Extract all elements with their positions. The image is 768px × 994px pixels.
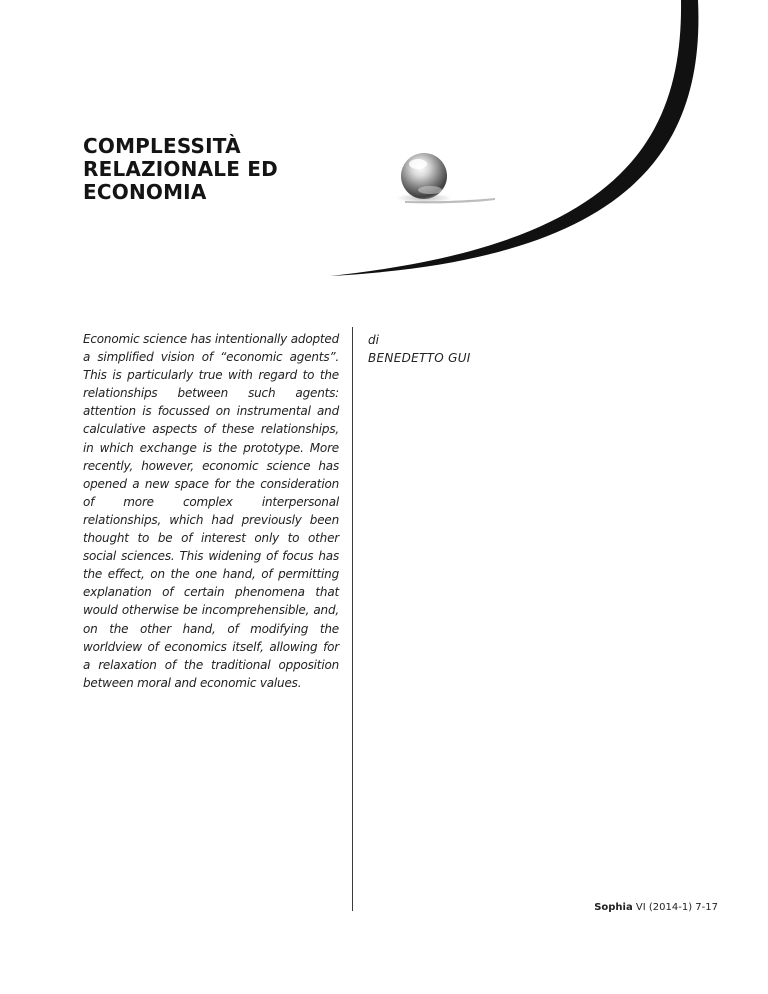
byline <box>368 331 471 367</box>
author-name: BENEDETTO GUI <box>368 351 471 365</box>
title-line: RELAZIONALE ED <box>83 157 278 181</box>
byline-prefix: di <box>368 333 379 347</box>
abstract-text: Economic science has intentionally adopted a simplified vision of “economic agents”. This is particularly true with regard to the relationships between such agents: attention is focussed on instrumental and calculative aspects of these relationships, in which exchange is the prototype. More recently, however, economic science has opened a new space for the consideration of more complex interpersonal relationships, which had previously been thought to be of interest only to other social sciences. This widening of focus has the effect, on the one hand, of permitting explanation of certain phenomena that would otherwise be incomprehensible, and, on the other hand, of modifying the worldview of economics itself, allowing for a relaxation of the traditional opposition between moral and economic values. <box>83 332 339 690</box>
journal-name: Sophia <box>594 902 633 913</box>
citation: VI (2014-1) 7-17 <box>635 902 718 913</box>
column-divider <box>352 327 353 911</box>
glass-sphere-icon <box>401 153 447 199</box>
swoosh-arc <box>330 0 698 276</box>
article-title <box>83 135 343 204</box>
title-line: ECONOMIA <box>83 180 207 204</box>
page-footer <box>594 902 718 913</box>
title-line: COMPLESSITÀ <box>83 134 241 158</box>
